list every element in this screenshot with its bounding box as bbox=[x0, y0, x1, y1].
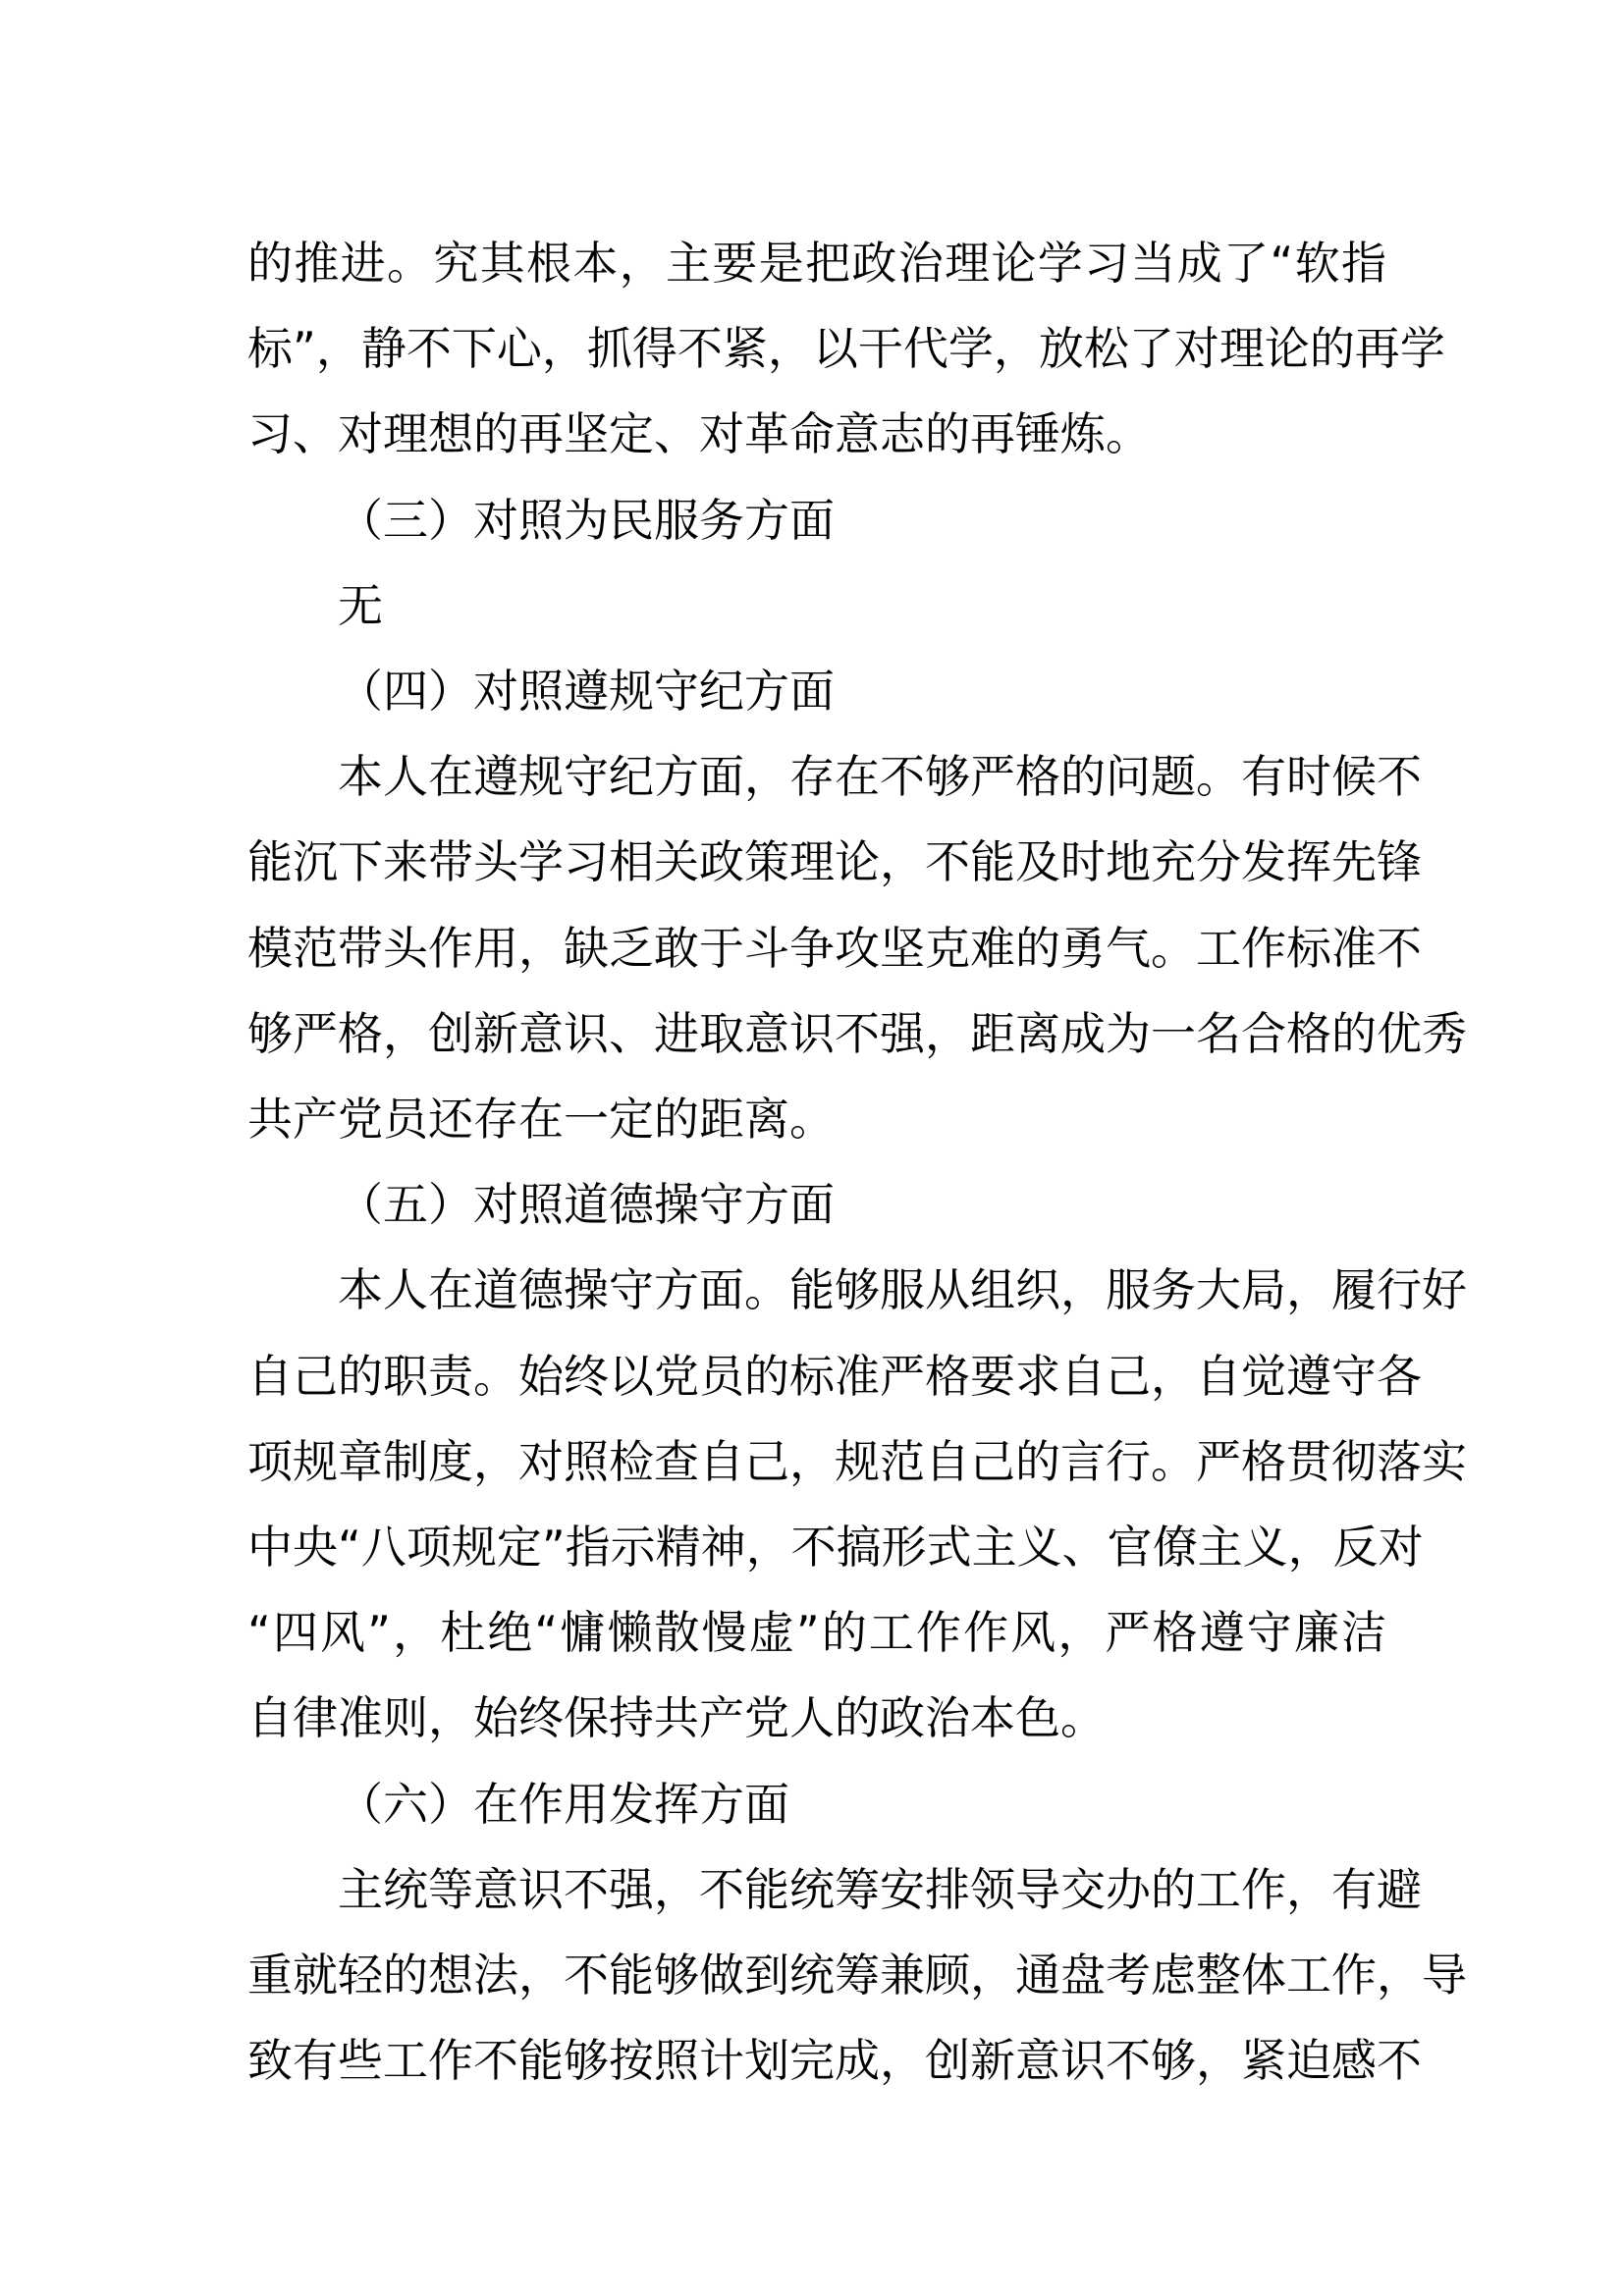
paragraph-line: 标”，静不下心，抓得不紧，以干代学，放松了对理论的再学 bbox=[247, 322, 1445, 376]
paragraph-line: 的推进。究其根本，主要是把政治理论学习当成了“软指 bbox=[247, 237, 1386, 290]
paragraph-line: 共产党员还存在一定的距离。 bbox=[247, 1093, 835, 1146]
paragraph-line: 主统等意识不强，不能统筹安排领导交办的工作，有避 bbox=[338, 1862, 1422, 1916]
paragraph-line: 自律准则，始终保持共产党人的政治本色。 bbox=[247, 1691, 1106, 1745]
paragraph-line: 中央“八项规定”指示精神，不搞形式主义、官僚主义，反对 bbox=[247, 1521, 1424, 1574]
paragraph-line: 习、对理想的再坚定、对革命意志的再锤炼。 bbox=[247, 407, 1151, 461]
paragraph-line: 够严格，创新意识、进取意识不强，距离成为一名合格的优秀 bbox=[247, 1006, 1467, 1060]
paragraph-line: 重就轻的想法，不能够做到统筹兼顾，通盘考虑整体工作，导 bbox=[247, 1949, 1467, 2002]
section-heading: （五）对照道德操守方面 bbox=[338, 1178, 835, 1232]
paragraph-line: 能沉下来带头学习相关政策理论，不能及时地充分发挥先锋 bbox=[247, 835, 1422, 889]
section-heading: （三）对照为民服务方面 bbox=[338, 493, 835, 547]
paragraph-line: “四风”，杜绝“慵懒散慢虚”的工作作风，严格遵守廉洁 bbox=[247, 1606, 1386, 1660]
section-heading: （六）在作用发挥方面 bbox=[338, 1777, 789, 1831]
paragraph-line: 项规章制度，对照检查自己，规范自己的言行。严格贯彻落实 bbox=[247, 1434, 1467, 1488]
paragraph-line: 本人在道德操守方面。能够服从组织，服务大局，履行好 bbox=[338, 1263, 1467, 1317]
paragraph-line: 模范带头作用，缺乏敢于斗争攻坚克难的勇气。工作标准不 bbox=[247, 921, 1422, 975]
paragraph-line: 本人在遵规守纪方面，存在不够严格的问题。有时候不 bbox=[338, 750, 1422, 804]
section-heading: 无 bbox=[338, 578, 383, 632]
paragraph-line: 自己的职责。始终以党员的标准严格要求自己，自觉遵守各 bbox=[247, 1349, 1422, 1403]
section-heading: （四）对照遵规守纪方面 bbox=[338, 665, 835, 718]
paragraph-line: 致有些工作不能够按照计划完成，创新意识不够，紧迫感不 bbox=[247, 2034, 1422, 2088]
